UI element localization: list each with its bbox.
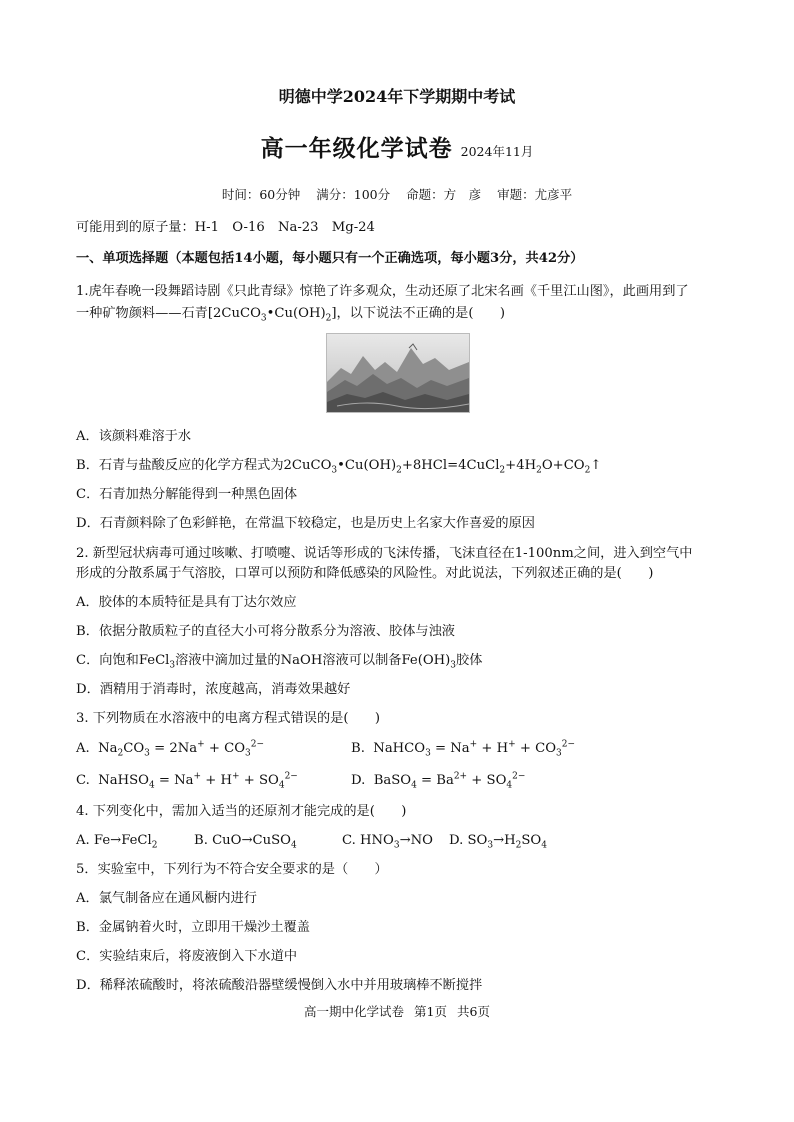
- landscape-painting-image: [326, 333, 470, 413]
- exam-date: 2024年11月: [460, 144, 534, 159]
- section-heading: 一、单项选择题（本题包括14小题，每小题只有一个正确选项，每小题3分，共42分）: [76, 251, 584, 266]
- footer-paper-name: 高一期中化学试卷: [304, 1004, 405, 1019]
- exam-time: 时间：60分钟: [221, 187, 301, 202]
- q3-option-b: B. NaHCO$_3$ = $Na^+ + H^+ + CO_3^{2-}$: [351, 739, 576, 759]
- q3-stem: 3. 下列物质在水溶液中的电离方程式错误的是( ): [76, 711, 380, 726]
- figure-caption: 千里江山图: [327, 334, 332, 335]
- q2-option-b: B．依据分散质粒子的直径大小可将分散系分为溶液、胶体与浊液: [76, 624, 455, 639]
- q4-stem: 4. 下列变化中，需加入适当的还原剂才能完成的是( ): [76, 804, 407, 819]
- exam-meta: [0, 186, 794, 204]
- q4-option-c: C. $HNO_3\to NO$: [342, 833, 433, 851]
- q1-option-c: C．石青加热分解能得到一种黑色固体: [76, 487, 298, 502]
- q4-option-a: A. Fe→FeCl$_2$: [76, 833, 158, 851]
- exam-reviewer: 审题：尤彦平: [497, 187, 573, 202]
- q5-option-b: B．金属钠着火时，立即用干燥沙土覆盖: [76, 920, 310, 935]
- exam-author: 命题：方 彦: [406, 187, 482, 202]
- footer-total-pages: 共6页: [457, 1004, 490, 1019]
- q4-option-b: B. CuO→CuSO$_4$: [194, 833, 297, 851]
- page-footer: [0, 1003, 794, 1021]
- q2-stem-line2: 形成的分散系属于气溶胶，口罩可以预防和降低感染的风险性。对此说法，下列叙述正确的是( ): [76, 566, 654, 581]
- footer-page-number: 第1页: [414, 1004, 447, 1019]
- paper-title-row: [0, 135, 794, 162]
- q1-option-b: B．石青与盐酸反应的化学方程式为$2CuCO_3•Cu(OH)_2+8HCl=4CuCl_2+4H_2O+CO_2↑$: [76, 458, 602, 476]
- school-exam-title: 明德中学2024年下学期期中考试: [278, 87, 516, 106]
- q3-option-a: A. $Na_2CO_3 = 2Na^+ + CO_3^{2-}$: [76, 739, 265, 759]
- q1-option-d: D．石青颜料除了色彩鲜艳，在常温下较稳定，也是历史上名家大作喜爱的原因: [76, 516, 535, 531]
- q5-option-c: C．实验结束后，将废液倒入下水道中: [76, 949, 298, 964]
- q3-option-c: C. NaHSO$_4$ = $Na^+ + H^+ + SO_4^{2-}$: [76, 771, 298, 791]
- paper-title: 高一年级化学试卷: [260, 135, 453, 162]
- q2-option-c: C．向饱和FeCl$_3$溶液中滴加过量的NaOH溶液可以制备$Fe(OH)_3$胶体: [76, 653, 483, 671]
- q1-stem-line1: 1.虎年春晚一段舞蹈诗剧《只此青绿》惊艳了许多观众，生动还原了北宋名画《千里江山图》，此画用到了: [76, 284, 689, 299]
- q2-option-a: A．胶体的本质特征是具有丁达尔效应: [76, 595, 297, 610]
- exam-full-score: 满分：100分: [316, 187, 391, 202]
- q5-option-a: A．氯气制备应在通风橱内进行: [76, 891, 257, 906]
- atomic-masses: 可能用到的原子量：H-1 O-16 Na-23 Mg-24: [76, 220, 375, 235]
- q4-option-d: D. $SO_3\to H_2SO_4$: [449, 833, 547, 851]
- q5-option-d: D．稀释浓硫酸时，将浓硫酸沿器壁缓慢倒入水中并用玻璃棒不断搅拌: [76, 978, 483, 993]
- q5-stem: 5．实验室中，下列行为不符合安全要求的是（ ）: [76, 862, 388, 877]
- q1-stem-line2: 一种矿物颜料——石青$[2CuCO_3•Cu(OH)_2]$，以下说法不正确的是( ): [76, 306, 506, 324]
- q2-option-d: D．酒精用于消毒时，浓度越高，消毒效果越好: [76, 682, 351, 697]
- q2-stem-line1: 2. 新型冠状病毒可通过咳嗽、打喷嚏、说话等形成的飞沫传播，飞沫直径在1-100nm之间，进入到空气中: [76, 546, 693, 561]
- q1-option-a: A．该颜料难溶于水: [76, 429, 192, 444]
- q3-option-d: D. BaSO$_4$ = $Ba^{2+} + SO_4^{2-}$: [351, 771, 526, 791]
- landscape-painting-svg: [327, 334, 469, 412]
